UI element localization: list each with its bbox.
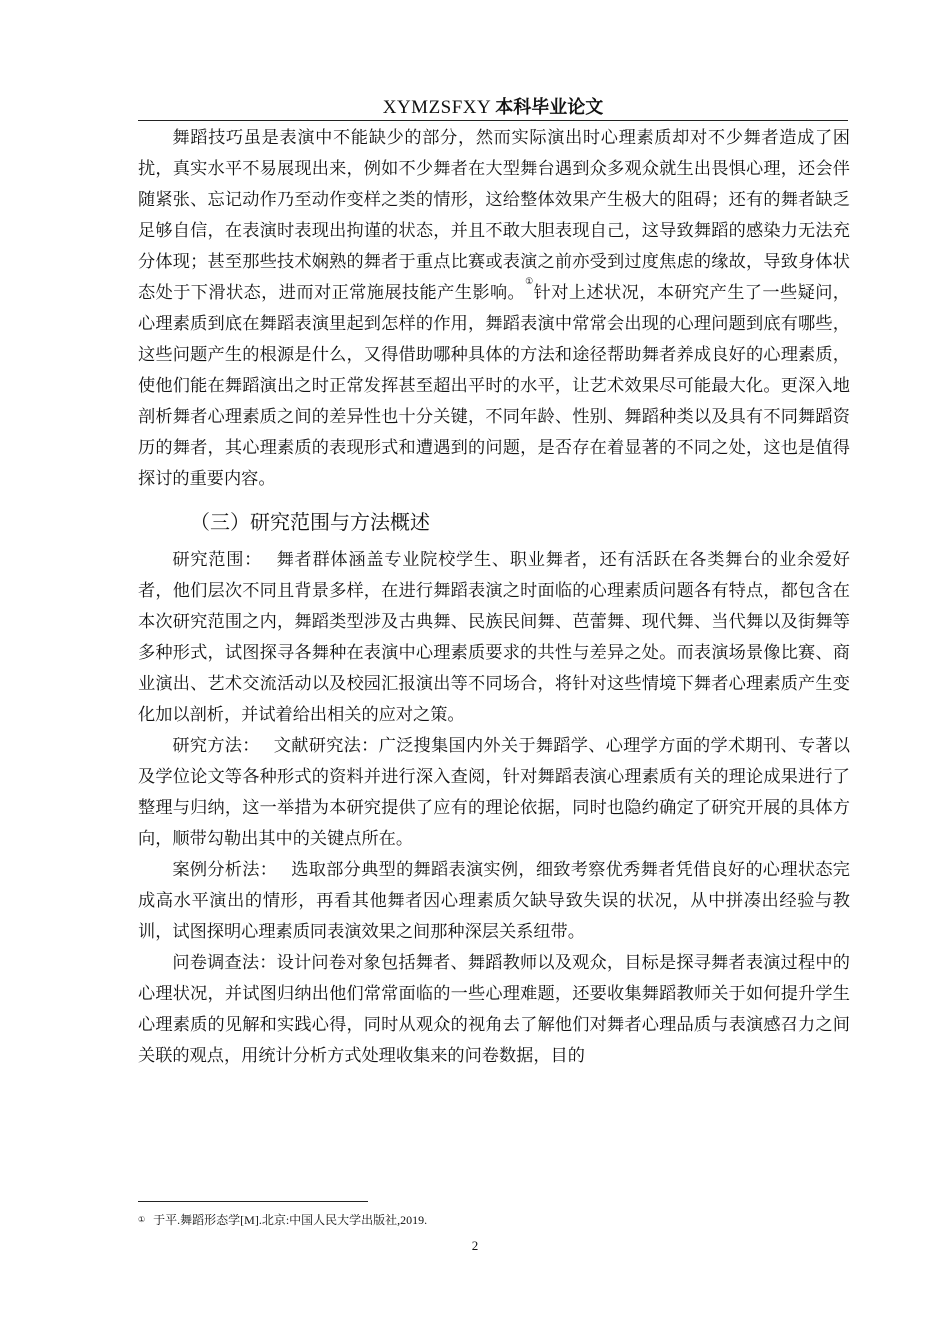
- paragraph-background-part1: 舞蹈技巧虽是表演中不能缺少的部分，然而实际演出时心理素质却对不少舞者造成了困扰，真实水平不易展现出来，例如不少舞者在大型舞台遇到众多观众就生出畏惧心理，还会伴随紧张、忘记动作乃至动作变样之类的情形，这给整体效果产生极大的阻碍；还有的舞者缺乏足够自信，在表演时表现出拘谨的状态，并且不敢大胆表现自己，这导致舞蹈的感染力无法充分体现；甚至那些技术娴熟的舞者于重点比赛或表演之前亦受到过度焦虑的缘故，导致身体状态处于下滑状态，进而对正常施展技能产生影响。: [138, 128, 850, 303]
- scope-label: 研究范围：: [172, 550, 263, 570]
- page-header: [138, 94, 848, 121]
- footnote: [138, 1211, 427, 1229]
- paragraph-background: [138, 123, 850, 495]
- footnote-marker: ①: [138, 1215, 146, 1224]
- footnote-text: 于平.舞蹈形态学[M].北京:中国人民大学出版社,2019.: [153, 1213, 428, 1227]
- method-text: 文献研究法：广泛搜集国内外关于舞蹈学、心理学方面的学术期刊、专著以及学位论文等各种形式的资料并进行深入查阅，针对舞蹈表演心理素质有关的理论成果进行了整理与归纳，这一举措为本研究提供了应有的理论依据，同时也隐约确定了研究开展的具体方向，顺带勾勒出其中的关键点所在。: [138, 736, 850, 849]
- case-label: 案例分析法：: [172, 860, 278, 880]
- section-heading: （三）研究范围与方法概述: [190, 510, 430, 534]
- header-school-code: XYMZSFXY: [382, 97, 492, 118]
- footnote-divider: [138, 1201, 368, 1202]
- page-body: [138, 123, 850, 1072]
- page-number: 2: [471, 1238, 479, 1253]
- header-title: 本科毕业论文: [495, 97, 604, 118]
- footnote-reference[interactable]: ①: [525, 277, 534, 287]
- paragraph-survey: 问卷调查法：设计问卷对象包括舞者、舞蹈教师以及观众，目标是探寻舞者表演过程中的心理状况，并试图归纳出他们常常面临的一些心理难题，还要收集舞蹈教师关于如何提升学生心理素质的见解和实践心得，同时从观众的视角去了解他们对舞者心理品质与表演感召力之间关联的观点，用统计分析方式处理收集来的问卷数据，目的: [138, 953, 850, 1066]
- paragraph-background-part2: 针对上述状况，本研究产生了一些疑问，心理素质到底在舞蹈表演里起到怎样的作用，舞蹈表演中常常会出现的心理问题到底有哪些，这些问题产生的根源是什么，又得借助哪种具体的方法和途径帮助舞者养成良好的心理素质，使他们能在舞蹈演出之时正常发挥甚至超出平时的水平，让艺术效果尽可能最大化。更深入地剖析舞者心理素质之间的差异性也十分关键，不同年龄、性别、舞蹈种类以及具有不同舞蹈资历的舞者，其心理素质的表现形式和遭遇到的问题，是否存在着显著的不同之处，这也是值得探讨的重要内容。: [138, 283, 850, 489]
- paragraph-case-analysis: [138, 855, 850, 948]
- method-label: 研究方法：: [172, 736, 260, 756]
- paragraph-method: [138, 731, 850, 855]
- case-text: 选取部分典型的舞蹈表演实例，细致考察优秀舞者凭借良好的心理状态完成高水平演出的情形，再看其他舞者因心理素质欠缺导致失误的状况，从中拼凑出经验与教训，试图探明心理素质同表演效果之间那种深层关系纽带。: [138, 860, 850, 942]
- scope-text: 舞者群体涵盖专业院校学生、职业舞者，还有活跃在各类舞台的业余爱好者，他们层次不同且背景多样，在进行舞蹈表演之时面临的心理素质问题各有特点，都包含在本次研究范围之内，舞蹈类型涉及古典舞、民族民间舞、芭蕾舞、现代舞、当代舞以及街舞等多种形式，试图探寻各舞种在表演中心理素质要求的共性与差异之处。而表演场景像比赛、商业演出、艺术交流活动以及校园汇报演出等不同场合，将针对这些情境下舞者心理素质产生变化加以剖析，并试着给出相关的应对之策。: [138, 550, 850, 725]
- paragraph-scope: [138, 545, 850, 731]
